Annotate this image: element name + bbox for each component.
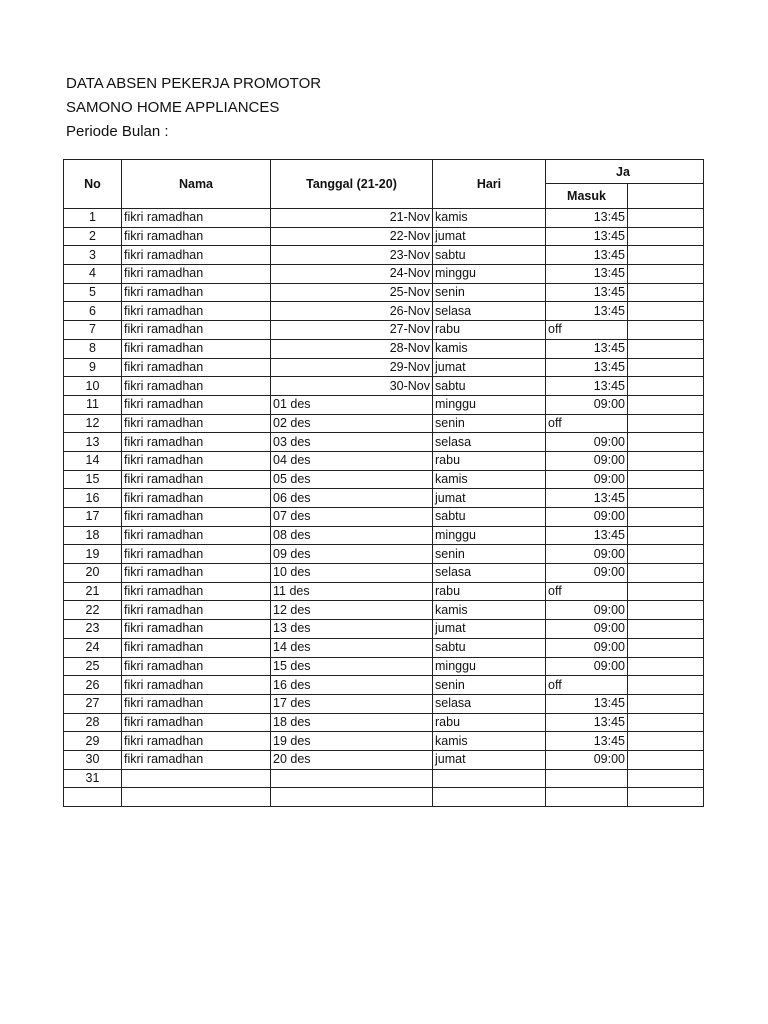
period-label: Periode Bulan : <box>66 123 169 140</box>
cell-hari: sabtu <box>433 246 546 265</box>
cell-no <box>64 788 122 807</box>
cell-pulang <box>628 451 704 470</box>
cell-masuk: 09:00 <box>546 470 628 489</box>
cell-pulang <box>628 526 704 545</box>
cell-pulang <box>628 713 704 732</box>
cell-hari: sabtu <box>433 508 546 527</box>
cell-masuk <box>546 769 628 788</box>
cell-pulang <box>628 769 704 788</box>
cell-pulang <box>628 732 704 751</box>
document-header <box>66 72 321 144</box>
cell-masuk: 09:00 <box>546 564 628 583</box>
table-row <box>64 676 704 695</box>
cell-nama: fikri ramadhan <box>122 451 271 470</box>
cell-nama: fikri ramadhan <box>122 209 271 228</box>
cell-no: 14 <box>64 451 122 470</box>
table-row <box>64 601 704 620</box>
cell-hari: rabu <box>433 713 546 732</box>
cell-pulang <box>628 265 704 284</box>
cell-pulang <box>628 788 704 807</box>
cell-pulang <box>628 676 704 695</box>
cell-no: 26 <box>64 676 122 695</box>
cell-hari: jumat <box>433 227 546 246</box>
cell-masuk: 09:00 <box>546 620 628 639</box>
cell-no: 31 <box>64 769 122 788</box>
cell-hari: selasa <box>433 564 546 583</box>
cell-masuk: off <box>546 321 628 340</box>
cell-masuk: 13:45 <box>546 377 628 396</box>
table-row <box>64 209 704 228</box>
cell-tanggal: 26-Nov <box>271 302 433 321</box>
cell-pulang <box>628 638 704 657</box>
cell-no: 7 <box>64 321 122 340</box>
cell-pulang <box>628 358 704 377</box>
cell-hari: jumat <box>433 750 546 769</box>
table-body <box>64 209 704 807</box>
table-row <box>64 545 704 564</box>
cell-tanggal: 07 des <box>271 508 433 527</box>
cell-hari: selasa <box>433 694 546 713</box>
cell-nama: fikri ramadhan <box>122 227 271 246</box>
cell-tanggal: 12 des <box>271 601 433 620</box>
cell-hari: jumat <box>433 358 546 377</box>
cell-nama: fikri ramadhan <box>122 750 271 769</box>
cell-nama: fikri ramadhan <box>122 582 271 601</box>
cell-no: 30 <box>64 750 122 769</box>
table-row <box>64 526 704 545</box>
cell-masuk: 13:45 <box>546 302 628 321</box>
cell-no: 23 <box>64 620 122 639</box>
cell-no: 22 <box>64 601 122 620</box>
company-name: SAMONO HOME APPLIANCES <box>66 99 280 116</box>
cell-masuk: 13:45 <box>546 339 628 358</box>
table-row <box>64 395 704 414</box>
cell-masuk: 09:00 <box>546 750 628 769</box>
cell-hari: senin <box>433 545 546 564</box>
cell-no: 9 <box>64 358 122 377</box>
cell-no: 6 <box>64 302 122 321</box>
cell-masuk: 13:45 <box>546 694 628 713</box>
cell-hari: senin <box>433 414 546 433</box>
cell-tanggal: 11 des <box>271 582 433 601</box>
cell-masuk: 09:00 <box>546 508 628 527</box>
table-row <box>64 283 704 302</box>
cell-nama: fikri ramadhan <box>122 414 271 433</box>
cell-no: 8 <box>64 339 122 358</box>
attendance-table <box>63 159 704 807</box>
cell-nama <box>122 769 271 788</box>
cell-pulang <box>628 545 704 564</box>
cell-nama: fikri ramadhan <box>122 508 271 527</box>
table-row <box>64 750 704 769</box>
table-row <box>64 246 704 265</box>
table-row <box>64 302 704 321</box>
table-row <box>64 620 704 639</box>
cell-nama: fikri ramadhan <box>122 358 271 377</box>
cell-masuk: 09:00 <box>546 601 628 620</box>
cell-hari: kamis <box>433 732 546 751</box>
cell-pulang <box>628 227 704 246</box>
table-row <box>64 358 704 377</box>
cell-masuk: 13:45 <box>546 246 628 265</box>
cell-nama: fikri ramadhan <box>122 433 271 452</box>
cell-pulang <box>628 414 704 433</box>
cell-hari: rabu <box>433 321 546 340</box>
cell-pulang <box>628 601 704 620</box>
cell-hari: selasa <box>433 302 546 321</box>
cell-masuk: 13:45 <box>546 358 628 377</box>
table-row <box>64 713 704 732</box>
cell-pulang <box>628 470 704 489</box>
cell-nama: fikri ramadhan <box>122 489 271 508</box>
cell-hari: rabu <box>433 451 546 470</box>
cell-hari: rabu <box>433 582 546 601</box>
table-row <box>64 433 704 452</box>
cell-no: 10 <box>64 377 122 396</box>
cell-no: 17 <box>64 508 122 527</box>
table-row <box>64 657 704 676</box>
cell-pulang <box>628 694 704 713</box>
table-row <box>64 489 704 508</box>
cell-hari: selasa <box>433 433 546 452</box>
cell-no: 16 <box>64 489 122 508</box>
cell-nama: fikri ramadhan <box>122 657 271 676</box>
header-pulang <box>628 184 704 209</box>
cell-tanggal: 08 des <box>271 526 433 545</box>
cell-hari: kamis <box>433 209 546 228</box>
cell-nama: fikri ramadhan <box>122 638 271 657</box>
cell-nama: fikri ramadhan <box>122 302 271 321</box>
cell-nama: fikri ramadhan <box>122 732 271 751</box>
cell-pulang <box>628 508 704 527</box>
cell-hari: minggu <box>433 265 546 284</box>
cell-pulang <box>628 339 704 358</box>
cell-no: 3 <box>64 246 122 265</box>
cell-pulang <box>628 582 704 601</box>
cell-hari <box>433 769 546 788</box>
cell-tanggal: 02 des <box>271 414 433 433</box>
cell-tanggal: 06 des <box>271 489 433 508</box>
cell-no: 1 <box>64 209 122 228</box>
cell-nama: fikri ramadhan <box>122 713 271 732</box>
cell-no: 12 <box>64 414 122 433</box>
table-row <box>64 788 704 807</box>
table-row <box>64 769 704 788</box>
cell-tanggal: 20 des <box>271 750 433 769</box>
cell-tanggal: 27-Nov <box>271 321 433 340</box>
cell-hari: sabtu <box>433 377 546 396</box>
cell-tanggal: 19 des <box>271 732 433 751</box>
cell-no: 19 <box>64 545 122 564</box>
cell-hari: minggu <box>433 526 546 545</box>
cell-pulang <box>628 395 704 414</box>
cell-nama: fikri ramadhan <box>122 564 271 583</box>
cell-masuk: off <box>546 414 628 433</box>
cell-masuk: 09:00 <box>546 433 628 452</box>
cell-tanggal: 30-Nov <box>271 377 433 396</box>
cell-masuk: 09:00 <box>546 545 628 564</box>
cell-tanggal: 15 des <box>271 657 433 676</box>
cell-no: 15 <box>64 470 122 489</box>
cell-pulang <box>628 209 704 228</box>
cell-no: 13 <box>64 433 122 452</box>
table-row <box>64 638 704 657</box>
cell-pulang <box>628 302 704 321</box>
cell-masuk: 13:45 <box>546 713 628 732</box>
cell-tanggal: 16 des <box>271 676 433 695</box>
cell-hari: kamis <box>433 339 546 358</box>
cell-no: 24 <box>64 638 122 657</box>
cell-tanggal: 01 des <box>271 395 433 414</box>
cell-tanggal: 09 des <box>271 545 433 564</box>
cell-no: 29 <box>64 732 122 751</box>
cell-masuk: 09:00 <box>546 451 628 470</box>
table-row <box>64 227 704 246</box>
table-row <box>64 339 704 358</box>
cell-nama: fikri ramadhan <box>122 377 271 396</box>
cell-nama: fikri ramadhan <box>122 620 271 639</box>
header-masuk: Masuk <box>546 184 628 209</box>
header-hari: Hari <box>433 160 546 209</box>
cell-hari: sabtu <box>433 638 546 657</box>
cell-hari: senin <box>433 676 546 695</box>
cell-no: 25 <box>64 657 122 676</box>
table-row <box>64 377 704 396</box>
cell-tanggal: 03 des <box>271 433 433 452</box>
cell-masuk: 09:00 <box>546 657 628 676</box>
cell-hari: jumat <box>433 620 546 639</box>
table-row <box>64 508 704 527</box>
cell-pulang <box>628 377 704 396</box>
cell-nama: fikri ramadhan <box>122 545 271 564</box>
cell-no: 11 <box>64 395 122 414</box>
table-row <box>64 265 704 284</box>
cell-pulang <box>628 620 704 639</box>
header-jam: Ja <box>546 160 704 184</box>
cell-pulang <box>628 657 704 676</box>
cell-nama: fikri ramadhan <box>122 694 271 713</box>
cell-hari <box>433 788 546 807</box>
cell-tanggal: 21-Nov <box>271 209 433 228</box>
cell-pulang <box>628 564 704 583</box>
cell-no: 20 <box>64 564 122 583</box>
table-row <box>64 694 704 713</box>
header-no: No <box>64 160 122 209</box>
cell-pulang <box>628 489 704 508</box>
cell-nama: fikri ramadhan <box>122 526 271 545</box>
table-row <box>64 582 704 601</box>
cell-hari: kamis <box>433 470 546 489</box>
cell-masuk: 13:45 <box>546 209 628 228</box>
table-row <box>64 321 704 340</box>
cell-tanggal: 13 des <box>271 620 433 639</box>
table-row <box>64 451 704 470</box>
header-nama: Nama <box>122 160 271 209</box>
cell-nama: fikri ramadhan <box>122 265 271 284</box>
cell-tanggal: 28-Nov <box>271 339 433 358</box>
cell-masuk: 13:45 <box>546 489 628 508</box>
report-title: DATA ABSEN PEKERJA PROMOTOR <box>66 75 322 92</box>
cell-nama: fikri ramadhan <box>122 676 271 695</box>
cell-no: 21 <box>64 582 122 601</box>
cell-tanggal: 23-Nov <box>271 246 433 265</box>
cell-tanggal: 18 des <box>271 713 433 732</box>
cell-pulang <box>628 750 704 769</box>
cell-masuk: off <box>546 582 628 601</box>
table-row <box>64 414 704 433</box>
cell-tanggal: 05 des <box>271 470 433 489</box>
cell-masuk: 13:45 <box>546 732 628 751</box>
cell-tanggal: 04 des <box>271 451 433 470</box>
cell-tanggal: 14 des <box>271 638 433 657</box>
cell-nama: fikri ramadhan <box>122 601 271 620</box>
cell-nama <box>122 788 271 807</box>
cell-pulang <box>628 246 704 265</box>
cell-masuk <box>546 788 628 807</box>
cell-nama: fikri ramadhan <box>122 321 271 340</box>
cell-nama: fikri ramadhan <box>122 470 271 489</box>
cell-tanggal <box>271 769 433 788</box>
cell-hari: jumat <box>433 489 546 508</box>
cell-nama: fikri ramadhan <box>122 395 271 414</box>
cell-tanggal: 24-Nov <box>271 265 433 284</box>
cell-masuk: 13:45 <box>546 227 628 246</box>
cell-tanggal: 29-Nov <box>271 358 433 377</box>
cell-hari: minggu <box>433 657 546 676</box>
cell-no: 4 <box>64 265 122 284</box>
cell-pulang <box>628 433 704 452</box>
cell-tanggal: 25-Nov <box>271 283 433 302</box>
cell-masuk: 09:00 <box>546 395 628 414</box>
cell-pulang <box>628 283 704 302</box>
attendance-sheet <box>63 159 628 807</box>
cell-no: 5 <box>64 283 122 302</box>
table-row <box>64 732 704 751</box>
cell-masuk: 13:45 <box>546 526 628 545</box>
cell-tanggal: 17 des <box>271 694 433 713</box>
table-row <box>64 564 704 583</box>
cell-hari: kamis <box>433 601 546 620</box>
cell-nama: fikri ramadhan <box>122 339 271 358</box>
cell-nama: fikri ramadhan <box>122 246 271 265</box>
cell-no: 2 <box>64 227 122 246</box>
cell-tanggal: 10 des <box>271 564 433 583</box>
cell-tanggal: 22-Nov <box>271 227 433 246</box>
header-tanggal: Tanggal (21-20) <box>271 160 433 209</box>
cell-nama: fikri ramadhan <box>122 283 271 302</box>
cell-no: 28 <box>64 713 122 732</box>
cell-masuk: off <box>546 676 628 695</box>
cell-no: 18 <box>64 526 122 545</box>
cell-hari: minggu <box>433 395 546 414</box>
cell-pulang <box>628 321 704 340</box>
cell-hari: senin <box>433 283 546 302</box>
cell-masuk: 09:00 <box>546 638 628 657</box>
cell-no: 27 <box>64 694 122 713</box>
cell-tanggal <box>271 788 433 807</box>
cell-masuk: 13:45 <box>546 283 628 302</box>
cell-masuk: 13:45 <box>546 265 628 284</box>
table-row <box>64 470 704 489</box>
